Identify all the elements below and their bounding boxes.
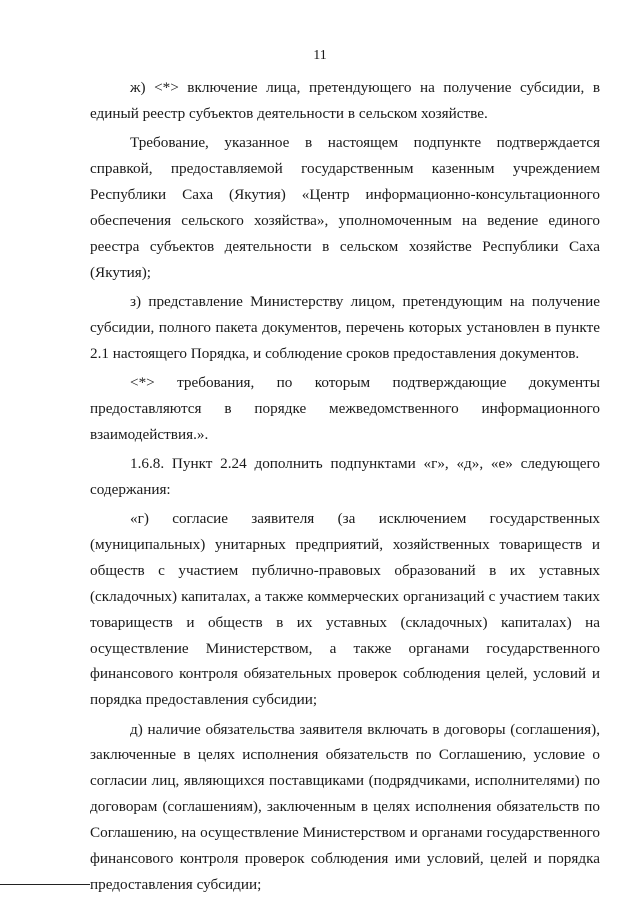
paragraph-d: д) наличие обязательства заявителя включать в договоры (соглашения), заключенные в целях исполнения обязательств по Соглашению, условие о согласии лиц, являющихся поставщиками (подрядчиками, исполнителями) по договорам (соглашениям), заключенным в целях исполнения обязательств по Соглашению, на осуществление Министерством и органами государственного финансового контроля проверок соблюдения ими условий, целей и порядка предоставления субсидии; xyxy=(90,720,600,893)
paragraph-requirement: Требование, указанное в настоящем подпункте подтверждается справкой, предоставляемой государственным казенным учреждением Республики Саха (Якутия) «Центр информационно-консультационного обеспечения сельского хозяйства», уполномоченным на ведение единого реестра субъектов деятельности в сельском хозяйстве Республики Саха (Якутия); xyxy=(90,134,600,281)
page-number: 11 xyxy=(313,48,327,63)
document-body xyxy=(90,75,600,898)
paragraph-z: з) представление Министерству лицом, претендующим на получение субсидии, полного пакета документов, перечень которых установлен в пункте 2.1 настоящего Порядка, и соблюдение сроков предоставления документов. xyxy=(90,292,600,362)
paragraph-footnote-note: <*> требования, по которым подтверждающие документы предоставляются в порядке межведомственного информационного взаимодействия.». xyxy=(90,373,600,443)
paragraph-g: «г) согласие заявителя (за исключением государственных (муниципальных) унитарных предприятий, хозяйственных товариществ и обществ с участием публично-правовых образований в их уставных (складочных) капиталах, а также коммерческих организаций с участием таких товариществ и обществ в их уставных (складочных) капиталах) на осуществление Министерством, а также органами государственного финансового контроля обязательных проверок соблюдения целей, условий и порядка предоставления субсидии; xyxy=(90,509,600,709)
paragraph-1-6-8: 1.6.8. Пункт 2.24 дополнить подпунктами «г», «д», «е» следующего содержания: xyxy=(90,454,600,498)
footnote-separator xyxy=(0,884,90,885)
paragraph-zh: ж) <*> включение лица, претендующего на получение субсидии, в единый реестр субъектов деятельности в сельском хозяйстве. xyxy=(90,79,600,122)
